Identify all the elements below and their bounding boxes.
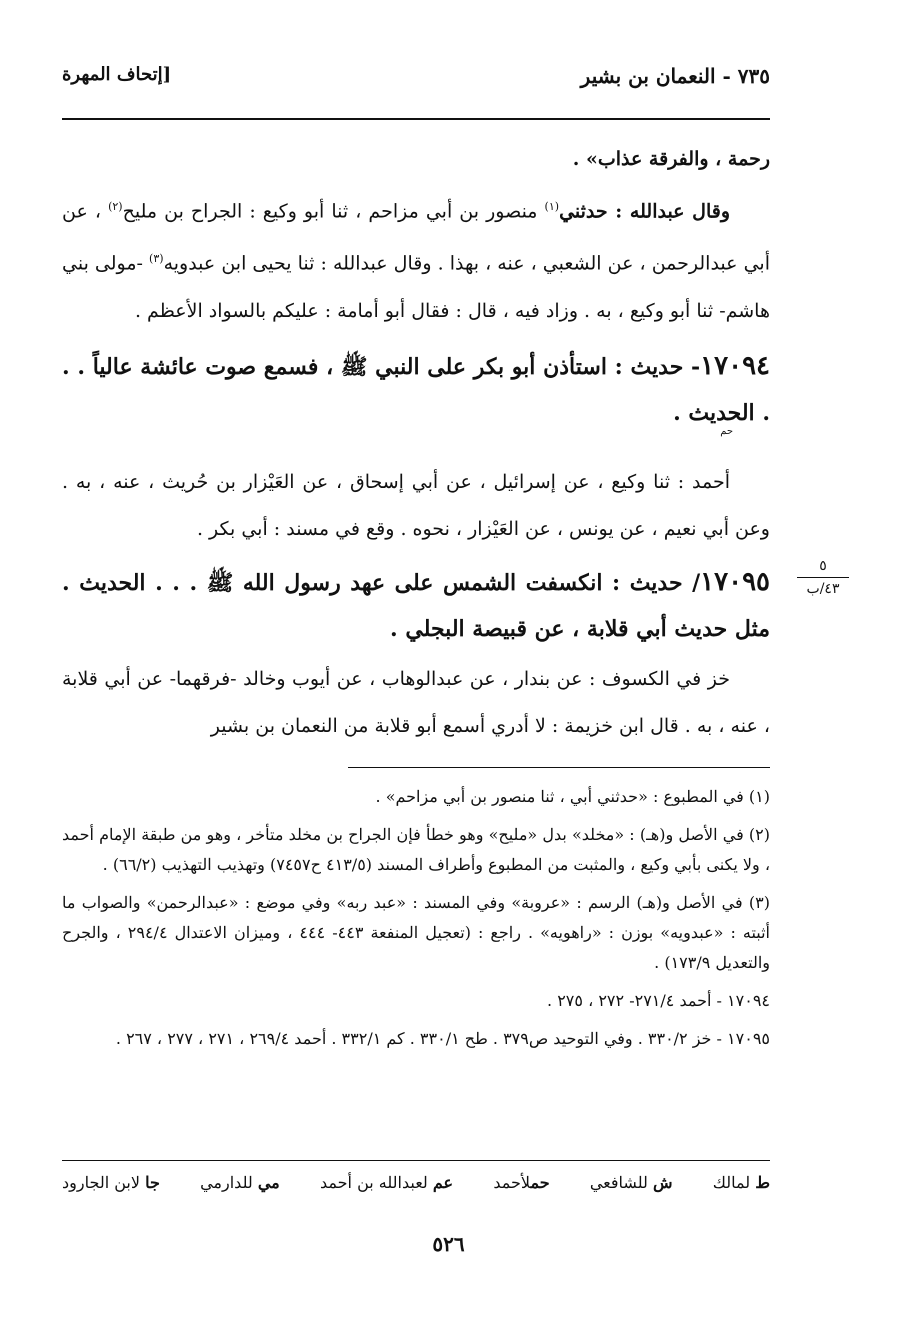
- footnotes: [62, 782, 770, 1062]
- footnote-separator: [348, 767, 770, 768]
- legend-label: لابن الجارود: [62, 1173, 140, 1192]
- abbreviation-legend: [62, 1173, 770, 1192]
- margin-note-top: ٥: [819, 558, 827, 574]
- margin-note-folio: ٤٣/ب: [806, 581, 840, 597]
- paragraph-takhrij-17095: خز في الكسوف : عن بندار ، عن عبدالوهاب ، عن أيوب وخالد -فرقهما- عن أبي قلابة ، عنه ، به . قال ابن خزيمة : لا أدري أسمع أبو قلابة من النعمان بن بشير: [62, 667, 770, 737]
- legend-item: [493, 1173, 549, 1192]
- text-run: وقال عبدالله : حدثني: [559, 200, 730, 223]
- footnote-3: (٣) في الأصل و(هـ) الرسم : «عروبة» وفي المسند : «عبد ربه» وفي موضع : «عبدالرحمن» والصواب ما أثبته : «عبدويه» بوزن : «راهويه» . راجع : (تعجيل المنفعة ٤٤٣- ٤٤٤ ، وميزان الاعتدال ٢٩٤/٤ ، والجرح والتعديل ١٧٣/٩) .: [62, 893, 770, 972]
- legend-separator: [62, 1160, 770, 1161]
- legend-label: للشافعي: [589, 1173, 648, 1192]
- hadith-title: - حديث : استأذن أبو بكر على النبي ﷺ ، فسمع صوت عائشة عالياً . . . الحديث .: [62, 353, 770, 426]
- hadith-heading-17094: [62, 343, 770, 455]
- manuscript-margin-note: [797, 558, 849, 597]
- running-header-title: ٧٣٥ - النعمان بن بشير: [580, 64, 770, 88]
- legend-label: لأحمد: [493, 1173, 531, 1192]
- source-ref-17094: ١٧٠٩٤ - أحمد ٢٧١/٤- ٢٧٢ ، ٢٧٥ .: [547, 991, 770, 1010]
- legend-item: [590, 1173, 673, 1192]
- hadith-number: ١٧٠٩٥: [700, 566, 770, 597]
- legend-abbr: جا: [145, 1173, 160, 1192]
- running-header-book: [إتحاف المهرة: [62, 64, 172, 85]
- legend-item: [200, 1173, 280, 1192]
- legend-abbr: مي: [257, 1173, 280, 1192]
- legend-abbr: حم: [530, 1173, 550, 1192]
- hadith-title: / حديث : انكسفت الشمس على عهد رسول الله ﷺ . . . الحديث . مثل حديث أبي قلابة ، عن قبيصة البجلي .: [62, 569, 770, 642]
- legend-label: لعبدالله بن أحمد: [320, 1173, 428, 1192]
- source-ref-17095: ١٧٠٩٥ - خز ٣٣٠/٢ . وفي التوحيد ص٣٧٩ . طح ٣٣٠/١ . كم ٣٣٢/١ . أحمد ٢٦٩/٤ ، ٢٧١ ، ٢٧٧ ، ٢٦٧ .: [115, 1029, 770, 1048]
- text-run: منصور بن أبي مزاحم ، ثنا أبو وكيع : الجراح بن مليح: [122, 200, 545, 223]
- footnote-2: (٢) في الأصل و(هـ) : «مخلد» بدل «مليح» وهو خطأ فإن الجراح بن مخلد متأخر ، وهو من طبقة الإمام أحمد ، ولا يكنى بأبي وكيع ، والمثبت من المطبوع وأطراف المسند (٤١٣/٥ ح٧٤٥٧) وتهذيب التهذيب (٦٦/٢) .: [62, 825, 770, 874]
- page-number: ٥٢٦: [432, 1232, 465, 1256]
- footnote-ref-1: (١): [544, 200, 560, 213]
- legend-item: [320, 1173, 453, 1192]
- footnote-ref-3: (٣): [149, 252, 164, 266]
- margin-note-rule: [797, 577, 849, 578]
- legend-item: [62, 1173, 160, 1192]
- legend-abbr: عم: [432, 1173, 454, 1192]
- source-sigla: حم: [720, 425, 734, 437]
- legend-abbr: ط: [755, 1173, 770, 1192]
- hadith-number: ١٧٠٩٤: [700, 350, 770, 381]
- footnote-ref-2: (٢): [108, 200, 123, 213]
- text-run: ، عن أبي عبدالرحمن ، عن الشعبي ، عنه ، بهذا . وقال عبدالله : ثنا يحيى ابن عبدويه: [62, 200, 770, 275]
- legend-label: للدارمي: [200, 1173, 253, 1192]
- legend-abbr: ش: [652, 1173, 673, 1192]
- footnote-1: (١) في المطبوع : «حدثني أبي ، ثنا منصور بن أبي مزاحم» .: [375, 787, 770, 806]
- header-rule: [62, 118, 770, 120]
- main-text: [62, 136, 770, 750]
- text-run: -مولى بني هاشم- ثنا أبو وكيع ، به . وزاد فيه ، قال : فقال أبو أمامة : عليكم بالسواد الأعظم .: [62, 252, 770, 322]
- paragraph-takhrij-17094: أحمد : ثنا وكيع ، عن إسرائيل ، عن أبي إسحاق ، عن العَيْزار بن حُريث ، عنه ، به . وعن أبي نعيم ، عن يونس ، عن العَيْزار ، نحوه . وقع في مسند : أبي بكر .: [62, 470, 770, 540]
- legend-item: [713, 1173, 770, 1192]
- legend-label: لمالك: [712, 1173, 751, 1192]
- hadith-heading-17095: [62, 559, 770, 652]
- continuation-line: رحمة ، والفرقة عذاب» .: [572, 148, 770, 170]
- paragraph-isnad-1: [62, 183, 770, 335]
